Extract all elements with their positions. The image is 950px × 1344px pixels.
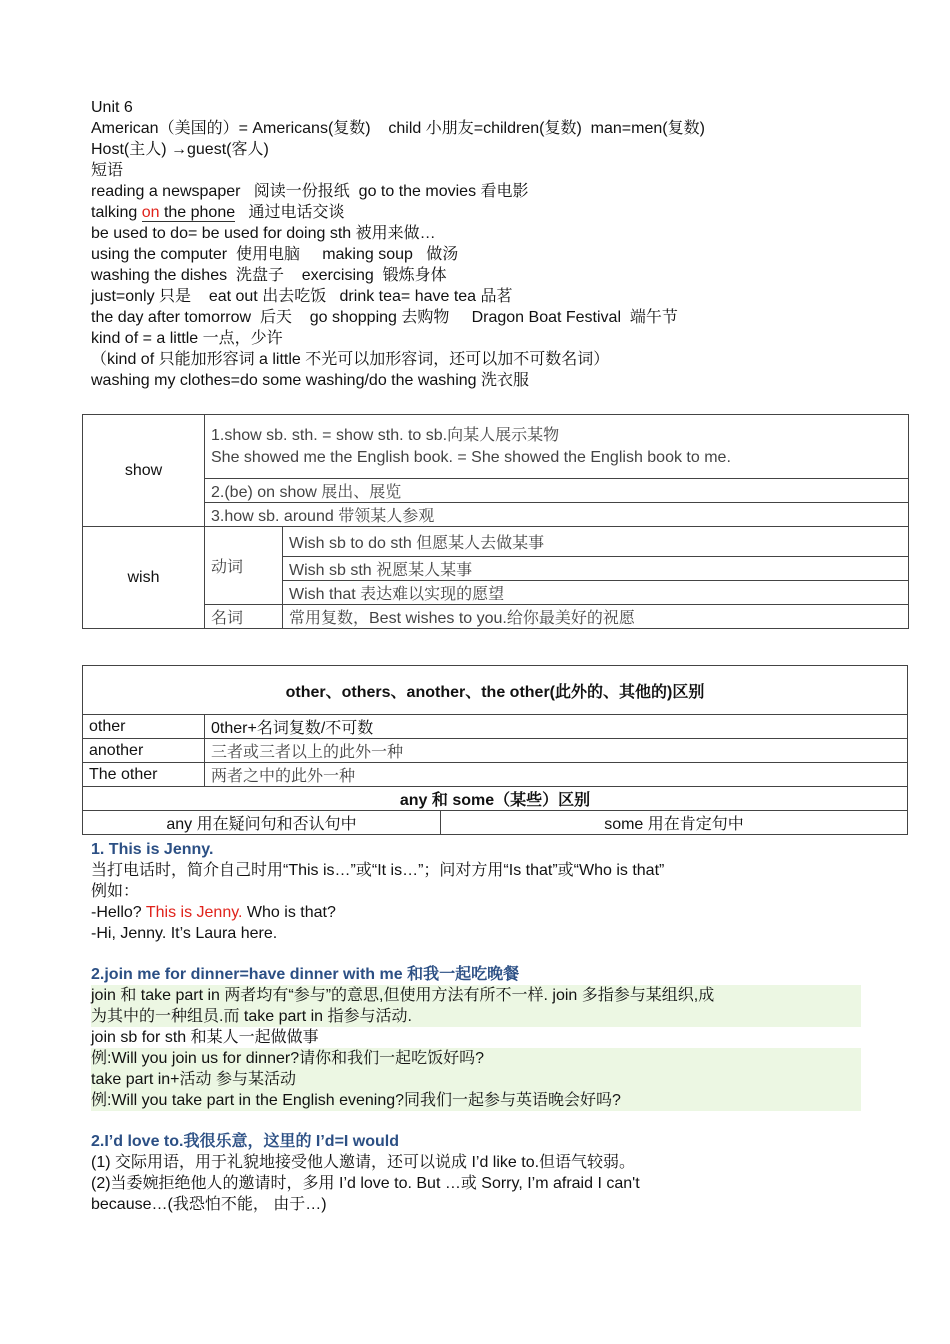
vocab-line: （kind of 只能加形容词 a little 不光可以加形容词，还可以加不可数名词） [91,351,610,368]
wish-verb-3: Wish that 表达难以实现的愿望 [283,581,909,605]
phone-red: on [141,204,160,221]
show-usage-1a: 1.show sb. sth. = show sth. to sb.向某人展示某物 [211,426,560,444]
vocab-line: the day after tomorrow 后天 go shopping 去购物 Dragon Boat Festival 端午节 [91,309,678,326]
any-some-title: any 和 some（某些）区别 [83,787,908,811]
note-heading-3: 2.I’d love to.我很乐意，这里的 I’d=I would [91,1133,400,1150]
note-text: 为其中的一种组员.而 take part in 指参与活动. [91,1006,861,1027]
vocab-line: washing my clothes=do some washing/do the washing 洗衣服 [91,372,530,389]
show-usage-3: 3.how sb. around 带领某人参观 [205,503,909,527]
notes-section [91,839,861,1215]
wish-noun-label: 名词 [205,605,283,629]
other-word: other [83,715,205,739]
any-usage: any 用在疑问句和否认句中 [83,811,441,835]
note-heading-2: 2.join me for dinner=have dinner with me 和我一起吃晚餐 [91,966,520,983]
note-text: 例:Will you join us for dinner?请你和我们一起吃饭好吗? [91,1048,861,1069]
show-wish-table [82,414,909,629]
other-desc: 0ther+名词复数/不可数 [205,715,908,739]
phone-post: 通过电话交谈 [235,204,345,221]
show-usage-1b: She showed me the English book. = She showed the English book to me. [211,448,731,466]
vocab-line: American（美国的）= Americans(复数) child 小朋友=children(复数) man=men(复数) [91,120,705,137]
note-text: join 和 take part in 两者均有“参与”的意思,但使用方法有所不一样. join 多指参与某组织,成 [91,985,861,1006]
example-pre: -Hello? [91,904,146,921]
the-other-desc: 两者之中的此外一种 [205,763,908,787]
note-text: 例:Will you take part in the English evening?同我们一起参与英语晚会好吗? [91,1090,861,1111]
note-heading-1: 1. This is Jenny. [91,841,214,858]
show-label: show [83,415,205,527]
vocab-line: just=only 只是 eat out 出去吃饭 drink tea= have tea 品茗 [91,288,513,305]
note-text: -Hi, Jenny. It’s Laura here. [91,925,278,942]
note-text: take part in+活动 参与某活动 [91,1069,861,1090]
note-text: (1) 交际用语，用于礼貌地接受他人邀请，还可以说成 I’d like to.但语气较弱。 [91,1154,636,1171]
phone-underlined [142,204,235,222]
the-other-word: The other [83,763,205,787]
vocab-line: washing the dishes 洗盘子 exercising 锻炼身体 [91,267,447,284]
note-text: join sb for sth 和某人一起做做事 [91,1029,319,1046]
show-usage-1 [205,415,909,479]
vocab-line: Host(主人) →guest(客人) [91,141,269,158]
unit-title: Unit 6 [91,99,133,116]
note-example [91,902,861,923]
vocab-line-phone [91,202,891,223]
vocab-line: reading a newspaper 阅读一份报纸 go to the movies 看电影 [91,183,529,200]
wish-verb-1: Wish sb to do sth 但愿某人去做某事 [283,527,909,557]
show-usage-2: 2.(be) on show 展出、展览 [205,479,909,503]
wish-label: wish [83,527,205,629]
wish-verb-label: 动词 [205,527,283,605]
other-table-title: other、others、another、the other(此外的、其他的)区别 [83,666,908,715]
some-usage: some 用在肯定句中 [441,811,908,835]
other-any-table [82,665,908,835]
example-red: This is Jenny. [145,904,243,921]
wish-verb-2: Wish sb sth 祝愿某人某事 [283,557,909,581]
note-text: because…(我恐怕不能， 由于…) [91,1196,327,1213]
another-word: another [83,739,205,763]
another-desc: 三者或三者以上的此外一种 [205,739,908,763]
vocab-line: using the computer 使用电脑 making soup 做汤 [91,246,459,263]
phone-pre: talking [91,204,142,221]
vocab-line: be used to do= be used for doing sth 被用来做… [91,225,436,242]
phone-mid: the phone [159,204,236,221]
phrases-heading: 短语 [91,162,124,179]
example-post: Who is that? [242,904,336,921]
note-text: (2)当委婉拒绝他人的邀请时，多用 I’d love to. But …或 Sorry, I’m afraid I can't [91,1175,640,1192]
vocabulary-section [91,97,891,391]
vocab-line: kind of = a little 一点，少许 [91,330,283,347]
note-text: 当打电话时，简介自己时用“This is…”或“It is…”；问对方用“Is that”或“Who is that” [91,862,665,879]
wish-noun-1: 常用复数，Best wishes to you.给你最美好的祝愿 [283,605,909,629]
note-text: 例如： [91,883,140,900]
